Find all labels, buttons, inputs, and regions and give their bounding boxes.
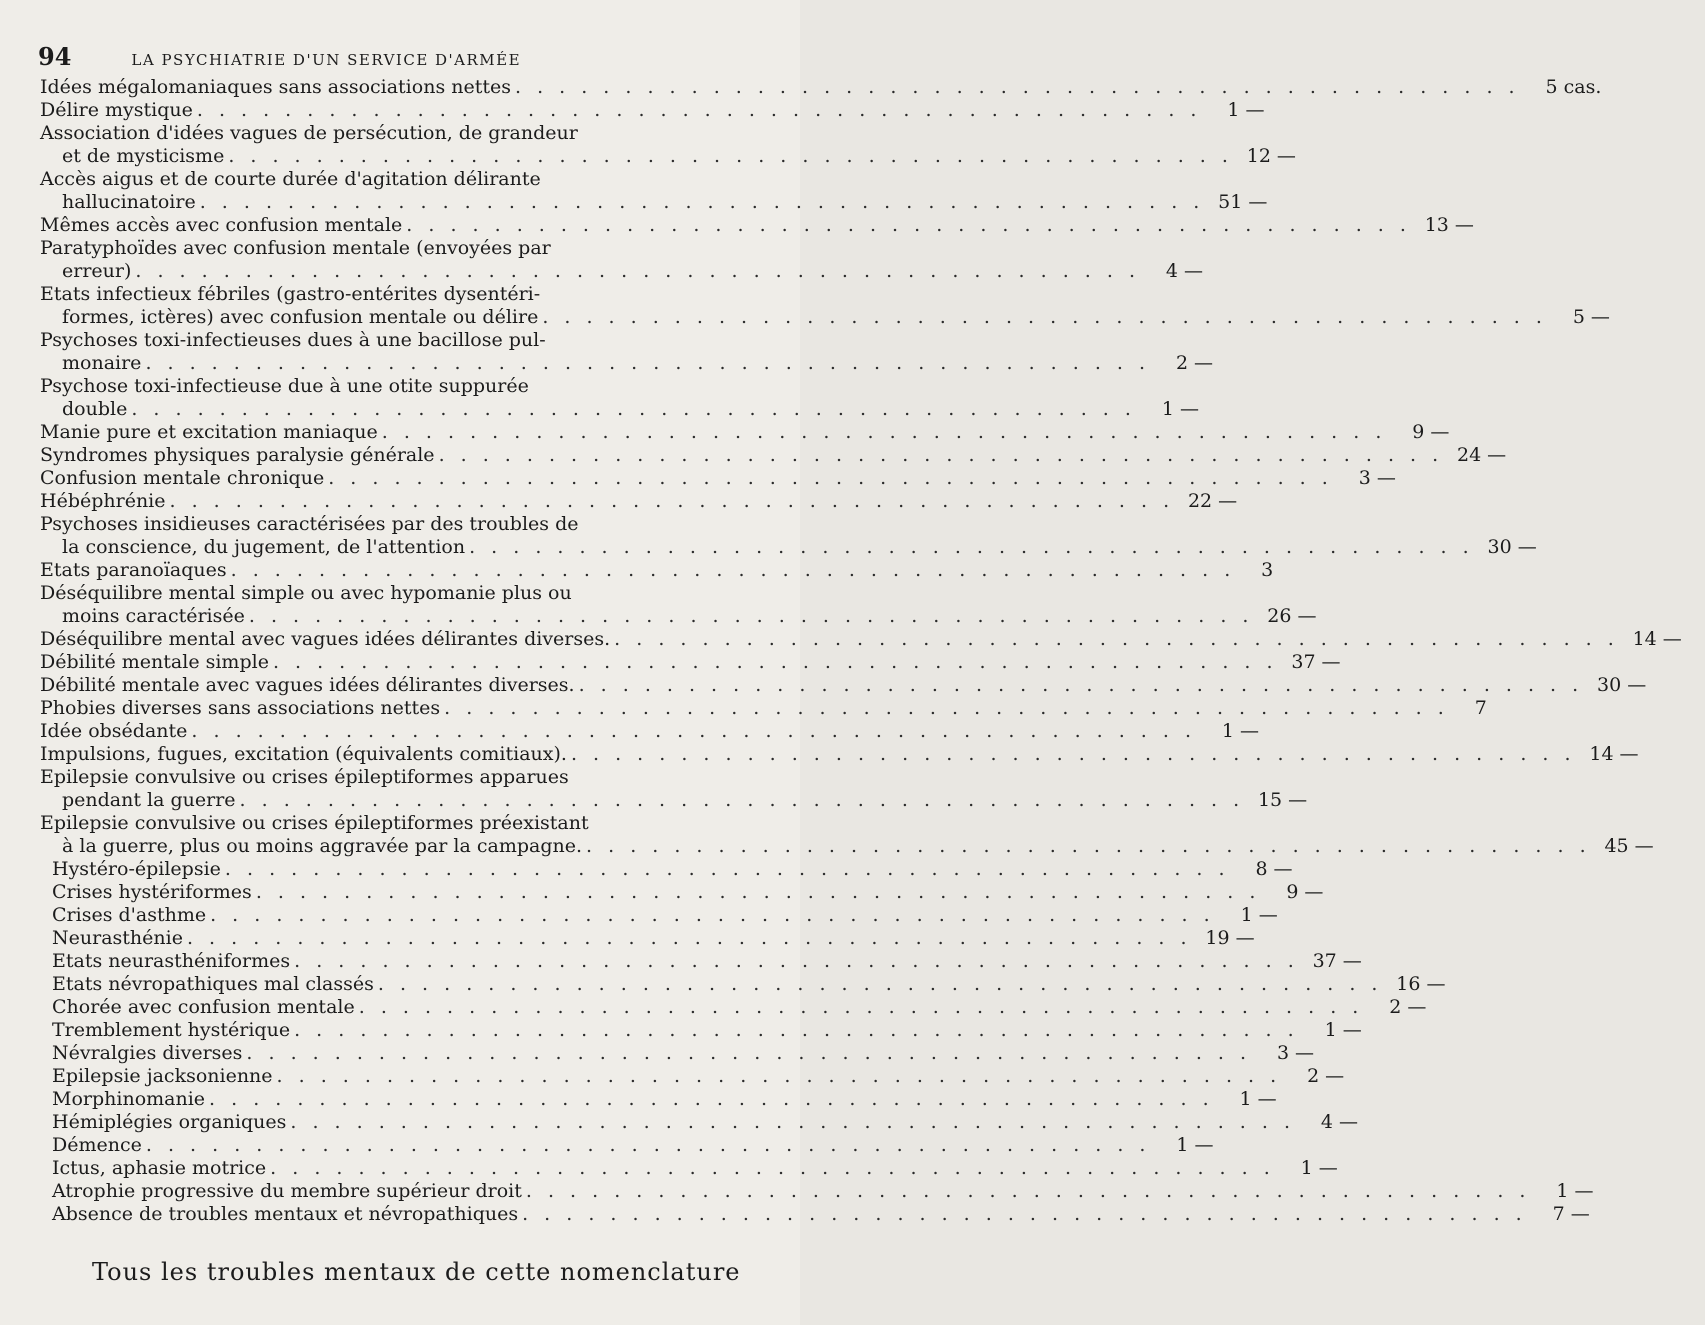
entry-label: Manie pure et excitation maniaque	[40, 421, 378, 443]
list-item	[40, 283, 1610, 329]
entry-unit: —	[1619, 743, 1639, 765]
entry-label: Atrophie progressive du membre supérieur droit	[52, 1180, 522, 1202]
dot-leader: . . . . . . . . . . . . . . . . . . . . . . . . . . . . . . . . . . . . . . . . . . . . . .	[210, 904, 1215, 926]
entry-count: 51	[1218, 191, 1243, 213]
entry-line	[40, 513, 765, 536]
entry-line	[40, 996, 1427, 1019]
list-item	[40, 122, 1296, 168]
dot-leader: . . . . . . . . . . . . . . . . . . . . . . . . . . . . . . . . . . . . . . . . . . . . . .	[196, 99, 1202, 121]
entry-count: 1	[1324, 1019, 1337, 1041]
list-item	[40, 1065, 1345, 1088]
entry-unit: —	[1430, 421, 1450, 443]
entry-label: double	[62, 398, 128, 420]
list-item	[40, 99, 1265, 122]
entry-label: formes, ictères) avec confusion mentale ou délire	[62, 306, 539, 328]
entry-unit: —	[1325, 1065, 1345, 1087]
entry-count: 4	[1165, 260, 1178, 282]
dot-leader: . . . . . . . . . . . . . . . . . . . . . . . . . . . . . . . . . . . . . . . . . . . . . .	[248, 605, 1254, 627]
dot-leader: . . . . . . . . . . . . . . . . . . . . . . . . . . . . . . . . . . . . . . . . . . . . . .	[270, 1157, 1275, 1179]
list-item	[40, 881, 1324, 904]
dot-leader: . . . . . . . . . . . . . . . . . . . . . . . . . . . . . . . . . . . . . . . . . . . . . .	[514, 76, 1520, 98]
dot-leader: . . . . . . . . . . . . . . . . . . . . . . . . . . . . . . . . . . . . . . . . . . . . . .	[135, 260, 1140, 282]
entry-line	[40, 766, 765, 789]
dot-leader: . . . . . . . . . . . . . . . . . . . . . . . . . . . . . . . . . . . . . . . . . . . . . .	[525, 1180, 1531, 1202]
entry-unit: —	[1257, 1088, 1277, 1110]
entry-label: Neurasthénie	[52, 927, 183, 949]
entry-unit: —	[1590, 306, 1610, 328]
entry-count: 1	[1556, 1180, 1569, 1202]
entry-count: 14	[1589, 743, 1614, 765]
entry-label: Etats neurasthéniformes	[52, 950, 291, 972]
entry-label: erreur)	[62, 260, 132, 282]
entry-line	[40, 812, 765, 835]
entry-unit: —	[1258, 904, 1278, 926]
entry-count: 2	[1307, 1065, 1320, 1087]
entry-count: 4	[1320, 1111, 1333, 1133]
entry-unit: —	[1426, 973, 1446, 995]
entry-count: 16	[1396, 973, 1421, 995]
entry-line	[40, 214, 1474, 237]
list-item	[40, 582, 1317, 628]
entry-line	[40, 191, 1268, 214]
entry-line	[40, 237, 765, 260]
entry-count: 1	[1176, 1134, 1189, 1156]
entry-unit: —	[1194, 352, 1214, 374]
entry-unit: —	[1574, 1180, 1594, 1202]
entry-line	[40, 973, 1446, 996]
list-item	[40, 329, 1214, 375]
dot-leader: . . . . . . . . . . . . . . . . . . . . . . . . . . . . . . . . . . . . . . . . . . . . . .	[586, 835, 1591, 857]
entry-count: 9	[1286, 881, 1299, 903]
list-item	[40, 490, 1238, 513]
list-item	[40, 766, 1308, 812]
entry-count: 37	[1291, 651, 1316, 673]
entry-count: 30	[1597, 674, 1622, 696]
dot-leader: . . . . . . . . . . . . . . . . . . . . . . . . . . . . . . . . . . . . . . . . . . . . . .	[438, 444, 1444, 466]
list-item	[40, 513, 1537, 559]
entry-unit: —	[1454, 214, 1474, 236]
entry-label: Paratyphoïdes avec confusion mentale (envoyées par	[40, 237, 551, 259]
entry-label: Débilité mentale simple	[40, 651, 269, 673]
entry-line	[40, 1203, 1590, 1226]
entry-label: Accès aigus et de courte durée d'agitation délirante	[40, 168, 541, 190]
dot-leader: . . . . . . . . . . . . . . . . . . . . . . . . . . . . . . . . . . . . . . . . . . . . . .	[522, 1203, 1527, 1225]
dot-leader: . . . . . . . . . . . . . . . . . . . . . . . . . . . . . . . . . . . . . . . . . . . . . .	[246, 1042, 1252, 1064]
entry-line	[40, 76, 1602, 99]
list-item	[40, 812, 1654, 858]
entry-label: Epilepsie convulsive ou crises épileptiformes préexistant	[40, 812, 589, 834]
entry-count: 24	[1456, 444, 1482, 466]
list-item	[40, 1042, 1315, 1065]
list-item	[40, 1019, 1362, 1042]
dot-leader: . . . . . . . . . . . . . . . . . . . . . . . . . . . . . . . . . . . . . . . . . . . . . .	[358, 996, 1364, 1018]
dot-leader: . . . . . . . . . . . . . . . . . . . . . . . . . . . . . . . . . . . . . . . . . . . . . .	[145, 1134, 1151, 1156]
list-item	[40, 1111, 1358, 1134]
entry-count: 7	[1474, 697, 1487, 719]
dot-leader: . . . . . . . . . . . . . . . . . . . . . . . . . . . . . . . . . . . . . . . . . . . . . .	[294, 950, 1299, 972]
entry-unit: —	[1662, 628, 1682, 650]
list-item	[40, 1088, 1277, 1111]
page-number: 94	[38, 42, 72, 71]
entry-label: Crises hystériformes	[52, 881, 252, 903]
entry-unit: —	[1487, 444, 1507, 466]
entry-line	[40, 1180, 1594, 1203]
entry-line	[40, 421, 1450, 444]
entry-line	[40, 1042, 1315, 1065]
entry-unit: —	[1339, 1111, 1358, 1133]
entry-line	[40, 1065, 1345, 1088]
entry-count: 8	[1255, 858, 1268, 880]
entry-count: 1	[1227, 99, 1240, 121]
entry-label: Chorée avec confusion mentale	[52, 996, 355, 1018]
entry-count: 45	[1604, 835, 1629, 857]
entry-unit: —	[1376, 467, 1396, 489]
entry-unit: —	[1184, 260, 1203, 282]
entry-line	[40, 720, 1260, 743]
entry-label: Psychoses insidieuses caractérisées par des troubles de	[40, 513, 579, 535]
list-item	[40, 674, 1647, 697]
list-item	[40, 237, 1203, 283]
entry-line	[40, 306, 1610, 329]
dot-leader: . . . . . . . . . . . . . . . . . . . . . . . . . . . . . . . . . . . . . . . . . . . . . .	[224, 858, 1230, 880]
entry-label: Epilepsie jacksonienne	[52, 1065, 273, 1087]
entry-unit: —	[1295, 1042, 1315, 1064]
entry-count: 3	[1358, 467, 1371, 489]
entry-count: 5	[1545, 76, 1558, 98]
entry-line	[40, 145, 1296, 168]
entry-label: Tremblement hystérique	[52, 1019, 291, 1041]
list-item	[40, 168, 1268, 214]
entry-unit: —	[1318, 1157, 1338, 1179]
entry-unit: cas.	[1563, 76, 1602, 98]
dot-leader: . . . . . . . . . . . . . . . . . . . . . . . . . . . . . . . . . . . . . . . . . . . . . .	[381, 421, 1387, 443]
dot-leader: . . . . . . . . . . . . . . . . . . . . . . . . . . . . . . . . . . . . . . . . . . . . . .	[145, 352, 1151, 374]
entry-line	[40, 628, 1682, 651]
entry-count: 3	[1276, 1042, 1290, 1064]
entry-label: Phobies diverses sans associations nettes	[40, 697, 441, 719]
entry-label: à la guerre, plus ou moins aggravée par la campagne.	[62, 835, 583, 857]
entry-unit: —	[1245, 99, 1265, 121]
entry-label: Impulsions, fugues, excitation (équivalents comitiaux).	[40, 743, 567, 765]
entry-label: Crises d'asthme	[52, 904, 207, 926]
dot-leader: . . . . . . . . . . . . . . . . . . . . . . . . . . . . . . . . . . . . . . . . . . . . . .	[578, 674, 1584, 696]
entry-label: Etats infectieux fébriles (gastro-entérites dysentéri-	[40, 283, 541, 305]
entry-label: Psychose toxi-infectieuse due à une otite suppurée	[40, 375, 529, 397]
entry-line	[40, 858, 1293, 881]
entry-count: 13	[1424, 214, 1449, 236]
entry-unit: —	[1288, 789, 1308, 811]
list-item	[40, 467, 1396, 490]
entry-label: Mêmes accès avec confusion mentale	[40, 214, 403, 236]
entry-line	[40, 559, 1274, 582]
entry-line	[40, 329, 765, 352]
entry-unit: —	[1627, 674, 1647, 696]
entry-unit: —	[1240, 720, 1260, 742]
entry-label: Déséquilibre mental avec vagues idées délirantes diverses.	[40, 628, 611, 650]
footer-text: Tous les troubles mentaux de cette nomenclature	[92, 1258, 741, 1286]
entry-unit: —	[1304, 881, 1324, 903]
entry-count: 1	[1239, 1088, 1252, 1110]
entry-line	[40, 1134, 1214, 1157]
list-item	[40, 996, 1427, 1019]
entry-line	[40, 743, 1639, 766]
entry-label: Morphinomanie	[52, 1088, 206, 1110]
entry-count: 1	[1240, 904, 1253, 926]
entry-label: Idée obsédante	[40, 720, 188, 742]
entry-count: 3	[1261, 559, 1274, 581]
entry-label: Hystéro-épilepsie	[52, 858, 221, 880]
list-item	[40, 858, 1293, 881]
entry-unit: —	[1570, 1203, 1590, 1225]
entry-label: Délire mystique	[40, 99, 193, 121]
entry-unit: —	[1321, 651, 1341, 673]
list-item	[40, 1180, 1594, 1203]
entry-line	[40, 352, 1214, 375]
list-item	[40, 950, 1362, 973]
entry-label: Etats névropathiques mal classés	[52, 973, 374, 995]
entry-label: Hébéphrénie	[40, 490, 166, 512]
entry-unit: —	[1248, 191, 1268, 213]
entry-label: hallucinatoire	[62, 191, 196, 213]
dot-leader: . . . . . . . . . . . . . . . . . . . . . . . . . . . . . . . . . . . . . . . . . . . . . .	[186, 927, 1192, 949]
entry-line	[40, 1157, 1338, 1180]
entry-label: Association d'idées vagues de persécution, de grandeur	[40, 122, 578, 144]
dot-leader: . . . . . . . . . . . . . . . . . . . . . . . . . . . . . . . . . . . . . . . . . . . . . .	[209, 1088, 1214, 1110]
list-item	[40, 375, 1199, 421]
entry-count: 2	[1175, 352, 1189, 374]
entry-count: 5	[1572, 306, 1585, 328]
list-item	[40, 1203, 1590, 1226]
list-item	[40, 720, 1260, 743]
list-item	[40, 214, 1474, 237]
entry-count: 14	[1632, 628, 1657, 650]
list-item	[40, 1157, 1338, 1180]
entry-line	[40, 904, 1278, 927]
entry-unit: —	[1218, 490, 1238, 512]
entry-count: 19	[1205, 927, 1230, 949]
entry-count: 1	[1221, 720, 1235, 742]
entry-label: Etats paranoïaques	[40, 559, 227, 581]
entry-label: Déséquilibre mental simple ou avec hypomanie plus ou	[40, 582, 572, 604]
entry-line	[40, 375, 765, 398]
entry-unit: —	[1235, 927, 1255, 949]
dot-leader: . . . . . . . . . . . . . . . . . . . . . . . . . . . . . . . . . . . . . . . . . . . . . .	[199, 191, 1205, 213]
entry-line	[40, 283, 765, 306]
entry-label: Névralgies diverses	[52, 1042, 243, 1064]
entry-count: 2	[1389, 996, 1402, 1018]
entry-line	[40, 950, 1362, 973]
entry-line	[40, 168, 765, 191]
entry-line	[40, 1088, 1277, 1111]
entry-count: 22	[1187, 490, 1213, 512]
entry-line	[40, 1111, 1358, 1134]
entry-label: Confusion mentale chronique	[40, 467, 325, 489]
entry-line	[40, 605, 1317, 628]
entry-unit: —	[1517, 536, 1537, 558]
entry-label: moins caractérisée	[62, 605, 245, 627]
dot-leader: . . . . . . . . . . . . . . . . . . . . . . . . . . . . . . . . . . . . . . . . . . . . . .	[377, 973, 1383, 995]
case-list	[40, 76, 1682, 1226]
entry-label: pendant la guerre	[62, 789, 236, 811]
entry-line	[40, 122, 765, 145]
list-item	[40, 651, 1341, 674]
entry-label: Débilité mentale avec vagues idées délirantes diverses.	[40, 674, 575, 696]
entry-unit: —	[1179, 398, 1199, 420]
entry-count: 1	[1161, 398, 1174, 420]
dot-leader: . . . . . . . . . . . . . . . . . . . . . . . . . . . . . . . . . . . . . . . . . . . . . .	[469, 536, 1474, 558]
entry-line	[40, 398, 1199, 421]
entry-unit: —	[1297, 605, 1317, 627]
entry-label: Idées mégalomaniaques sans associations nettes	[40, 76, 511, 98]
entry-line	[40, 881, 1324, 904]
entry-line	[40, 467, 1396, 490]
entry-label: Ictus, aphasie motrice	[52, 1157, 267, 1179]
entry-line	[40, 1019, 1362, 1042]
dot-leader: . . . . . . . . . . . . . . . . . . . . . . . . . . . . . . . . . . . . . . . . . . . . . .	[290, 1111, 1295, 1133]
entry-line	[40, 697, 1487, 720]
entry-line	[40, 927, 1255, 950]
entry-unit: —	[1273, 858, 1293, 880]
entry-count: 37	[1312, 950, 1337, 972]
dot-leader: . . . . . . . . . . . . . . . . . . . . . . . . . . . . . . . . . . . . . . . . . . . . . .	[169, 490, 1175, 512]
entry-count: 9	[1412, 421, 1425, 443]
entry-count: 12	[1246, 145, 1271, 167]
entry-count: 26	[1267, 605, 1292, 627]
list-item	[40, 927, 1255, 950]
dot-leader: . . . . . . . . . . . . . . . . . . . . . . . . . . . . . . . . . . . . . . . . . . . . . .	[328, 467, 1333, 489]
dot-leader: . . . . . . . . . . . . . . . . . . . . . . . . . . . . . . . . . . . . . . . . . . . . . .	[272, 651, 1278, 673]
list-item	[40, 904, 1278, 927]
entry-label: la conscience, du jugement, de l'attention	[62, 536, 466, 558]
entry-line	[40, 674, 1647, 697]
entry-line	[40, 582, 765, 605]
entry-unit: —	[1194, 1134, 1214, 1156]
dot-leader: . . . . . . . . . . . . . . . . . . . . . . . . . . . . . . . . . . . . . . . . . . . . . .	[239, 789, 1245, 811]
entry-count: 30	[1487, 536, 1512, 558]
entry-line	[40, 490, 1238, 513]
page-header	[38, 42, 758, 72]
entry-count: 7	[1552, 1203, 1565, 1225]
entry-line	[40, 789, 1308, 812]
list-item	[40, 421, 1450, 444]
entry-unit: —	[1407, 996, 1427, 1018]
entry-unit: —	[1342, 1019, 1362, 1041]
entry-unit: —	[1342, 950, 1362, 972]
list-item	[40, 444, 1507, 467]
entry-count: 1	[1300, 1157, 1313, 1179]
list-item	[40, 743, 1639, 766]
entry-count: 15	[1257, 789, 1283, 811]
dot-leader: . . . . . . . . . . . . . . . . . . . . . . . . . . . . . . . . . . . . . . . . . . . . . .	[614, 628, 1619, 650]
dot-leader: . . . . . . . . . . . . . . . . . . . . . . . . . . . . . . . . . . . . . . . . . . . . . .	[230, 559, 1236, 581]
entry-label: Démence	[52, 1134, 142, 1156]
entry-line	[40, 260, 1203, 283]
entry-line	[40, 444, 1507, 467]
entry-label: Psychoses toxi-infectieuses dues à une bacillose pul-	[40, 329, 546, 351]
dot-leader: . . . . . . . . . . . . . . . . . . . . . . . . . . . . . . . . . . . . . . . . . . . . . .	[131, 398, 1136, 420]
dot-leader: . . . . . . . . . . . . . . . . . . . . . . . . . . . . . . . . . . . . . . . . . . . . . .	[444, 697, 1449, 719]
dot-leader: . . . . . . . . . . . . . . . . . . . . . . . . . . . . . . . . . . . . . . . . . . . . . .	[255, 881, 1261, 903]
dot-leader: . . . . . . . . . . . . . . . . . . . . . . . . . . . . . . . . . . . . . . . . . . . . . .	[228, 145, 1233, 167]
entry-label: Absence de troubles mentaux et névropathiques	[52, 1203, 519, 1225]
dot-leader: . . . . . . . . . . . . . . . . . . . . . . . . . . . . . . . . . . . . . . . . . . . . . .	[570, 743, 1576, 765]
entry-label: Epilepsie convulsive ou crises épileptiformes apparues	[40, 766, 569, 788]
list-item	[40, 973, 1446, 996]
list-item	[40, 628, 1682, 651]
entry-label: monaire	[62, 352, 142, 374]
dot-leader: . . . . . . . . . . . . . . . . . . . . . . . . . . . . . . . . . . . . . . . . . . . . . .	[191, 720, 1197, 742]
entry-label: Syndromes physiques paralysie générale	[40, 444, 435, 466]
dot-leader: . . . . . . . . . . . . . . . . . . . . . . . . . . . . . . . . . . . . . . . . . . . . . .	[276, 1065, 1282, 1087]
entry-line	[40, 536, 1537, 559]
dot-leader: . . . . . . . . . . . . . . . . . . . . . . . . . . . . . . . . . . . . . . . . . . . . . .	[542, 306, 1547, 328]
entry-unit: —	[1634, 835, 1654, 857]
running-title: LA PSYCHIATRIE D'UN SERVICE D'ARMÉE	[131, 51, 522, 69]
list-item	[40, 76, 1602, 99]
list-item	[40, 559, 1274, 582]
dot-leader: . . . . . . . . . . . . . . . . . . . . . . . . . . . . . . . . . . . . . . . . . . . . . .	[294, 1019, 1299, 1041]
entry-line	[40, 835, 1654, 858]
entry-line	[40, 651, 1341, 674]
list-item	[40, 697, 1487, 720]
dot-leader: . . . . . . . . . . . . . . . . . . . . . . . . . . . . . . . . . . . . . . . . . . . . . .	[406, 214, 1411, 236]
list-item	[40, 1134, 1214, 1157]
entry-unit: —	[1276, 145, 1296, 167]
entry-label: Hémiplégies organiques	[52, 1111, 287, 1133]
entry-label: et de mysticisme	[62, 145, 225, 167]
entry-line	[40, 99, 1265, 122]
